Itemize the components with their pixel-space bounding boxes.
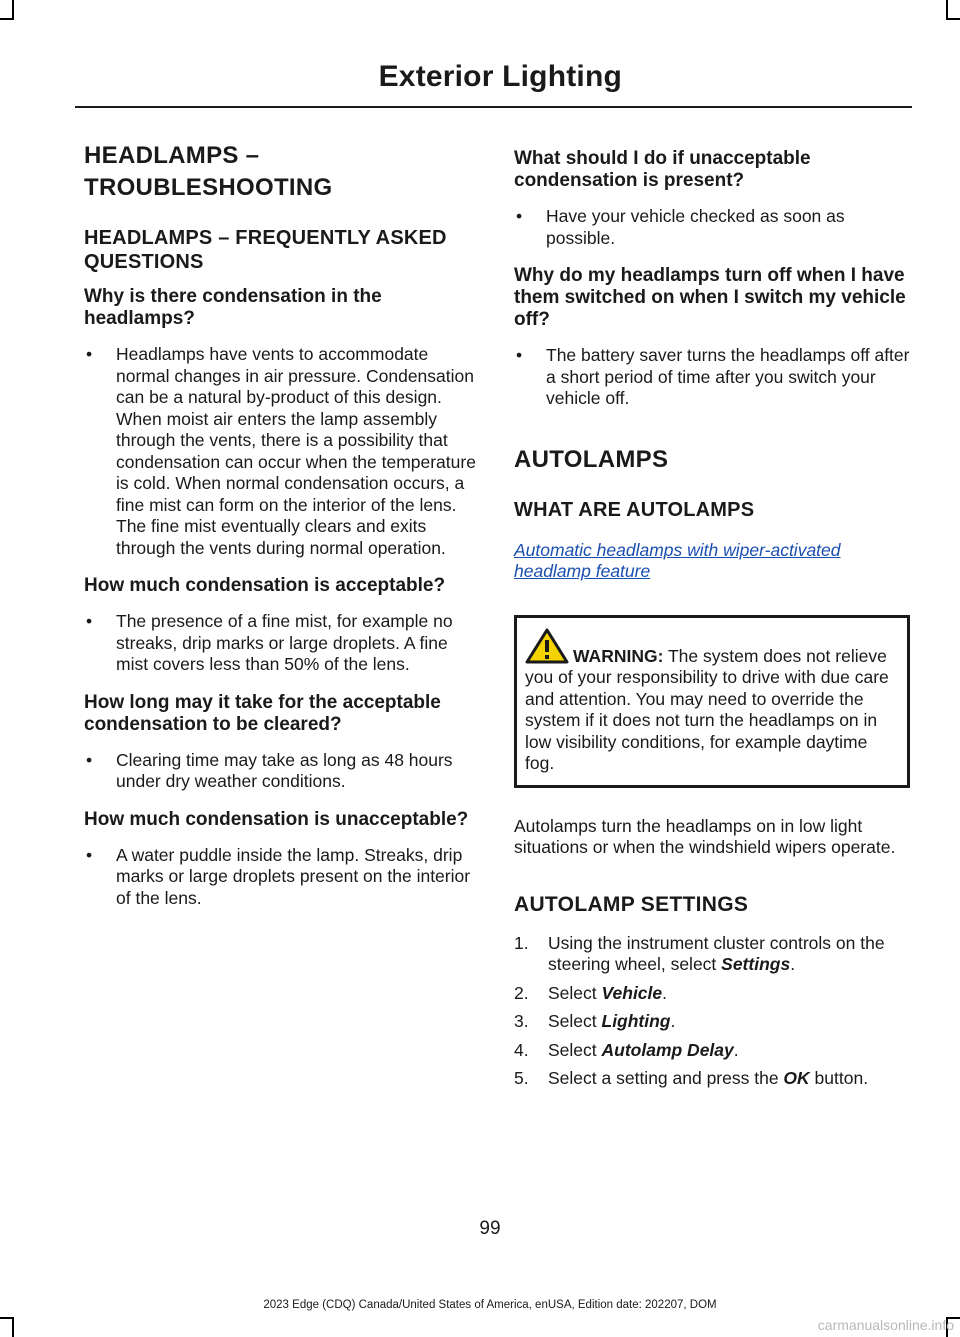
header-rule (75, 106, 912, 108)
what-are-autolamps-title: WHAT ARE AUTOLAMPS (514, 498, 755, 521)
warning-box (514, 615, 910, 788)
menu-term: Settings (721, 954, 791, 974)
question-3: How long may it take for the acceptable condensation to be cleared? (84, 691, 441, 735)
menu-term: Autolamp Delay (601, 1039, 734, 1060)
page-number: 99 (479, 1218, 501, 1239)
autolamps-description: Autolamps turn the headlamps on in low light situations or when the windshield wipers operate. (514, 815, 896, 857)
watermark: carmanualsonline.info (817, 1317, 954, 1333)
autolamps-link[interactable]: Automatic headlamps with wiper-activated headlamp feature (514, 539, 841, 581)
crop-mark-top-right-v (946, 0, 948, 20)
answer-5: • Have your vehicle checked as soon as possible. (516, 206, 845, 248)
bullet-mark: • (516, 345, 523, 365)
answer-2: • The presence of a fine mist, for example no streaks, drip marks or large droplets. A fine mist covers less than 50% of the lens. (86, 611, 453, 674)
crop-mark-top-left-h (0, 18, 14, 20)
left-column (84, 140, 476, 925)
section-title-line-2: TROUBLESHOOTING (84, 174, 333, 201)
bullet-mark: • (86, 844, 93, 865)
autolamp-settings-title: AUTOLAMP SETTINGS (514, 892, 749, 916)
warning-triangle-icon (525, 628, 569, 664)
question-2: How much condensation is acceptable? (84, 575, 446, 596)
question-6: Why do my headlamps turn off when I have them switched on when I switch my vehicle off? (514, 265, 906, 330)
crop-mark-bottom-left-v (12, 1317, 14, 1337)
bullet-mark: • (86, 749, 93, 770)
menu-term: Lighting (601, 1011, 671, 1031)
step-item: 4. Select Autolamp Delay. (514, 1039, 739, 1060)
settings-steps (514, 933, 910, 1090)
section-title-troubleshooting (84, 140, 476, 204)
crop-mark-top-left-v (12, 0, 14, 20)
crop-mark-top-right-h (946, 18, 960, 20)
step-item: 2. Select Vehicle. (514, 982, 668, 1003)
step-item: 3. Select Lighting. (514, 1011, 676, 1031)
menu-term: Vehicle (601, 982, 663, 1003)
step-item: 5. Select a setting and press the OK button. (514, 1068, 869, 1088)
answer-4: • A water puddle inside the lamp. Streaks, drip marks or large droplets present on the interior of the lens. (86, 844, 471, 908)
question-1: Why is there condensation in the headlamps? (84, 286, 382, 329)
question-5: What should I do if unacceptable condensation is present? (514, 148, 811, 191)
footer-edition: 2023 Edge (CDQ) Canada/United States of America, enUSA, Edition date: 202207, DOM (263, 1299, 717, 1311)
answer-6: • The battery saver turns the headlamps off after a short period of time after you switch your vehicle off. (516, 345, 910, 408)
step-item: 1. Using the instrument cluster controls on the steering wheel, select Settings. (514, 932, 885, 974)
answer-3: • Clearing time may take as long as 48 hours under dry weather conditions. (86, 749, 453, 791)
page-header-title: Exterior Lighting (378, 60, 622, 93)
warning-text: The system does not relieve you of your responsibility to drive with due care and attention. You may need to override the system if it does not turn the headlamps on in low visibility conditions, for example daytime fog. (525, 645, 889, 773)
bullet-mark: • (86, 344, 93, 364)
right-column (514, 148, 910, 1097)
question-4: How much condensation is unacceptable? (84, 808, 469, 830)
faq-title: HEADLAMPS – FREQUENTLY ASKED QUESTIONS (84, 227, 447, 273)
answer-1: • Headlamps have vents to accommodate normal changes in air pressure. Condensation can be a natural by-product of this design. When moist air enters the lamp assembly through the vents, there is a possibility that condensation can occur when the temperature is cold. When normal condensation occurs, a fine mist can form on the interior of the lens. The fine mist eventually clears and exits through the vents during normal operation. (86, 344, 476, 558)
bullet-mark: • (86, 611, 93, 631)
bullet-mark: • (516, 206, 523, 226)
menu-term: OK (783, 1068, 810, 1088)
section-title-line-1: HEADLAMPS – (84, 142, 260, 169)
warning-label: WARNING: (573, 645, 664, 666)
section-title-autolamps: AUTOLAMPS (514, 445, 669, 473)
crop-mark-bottom-left-h (0, 1317, 14, 1319)
